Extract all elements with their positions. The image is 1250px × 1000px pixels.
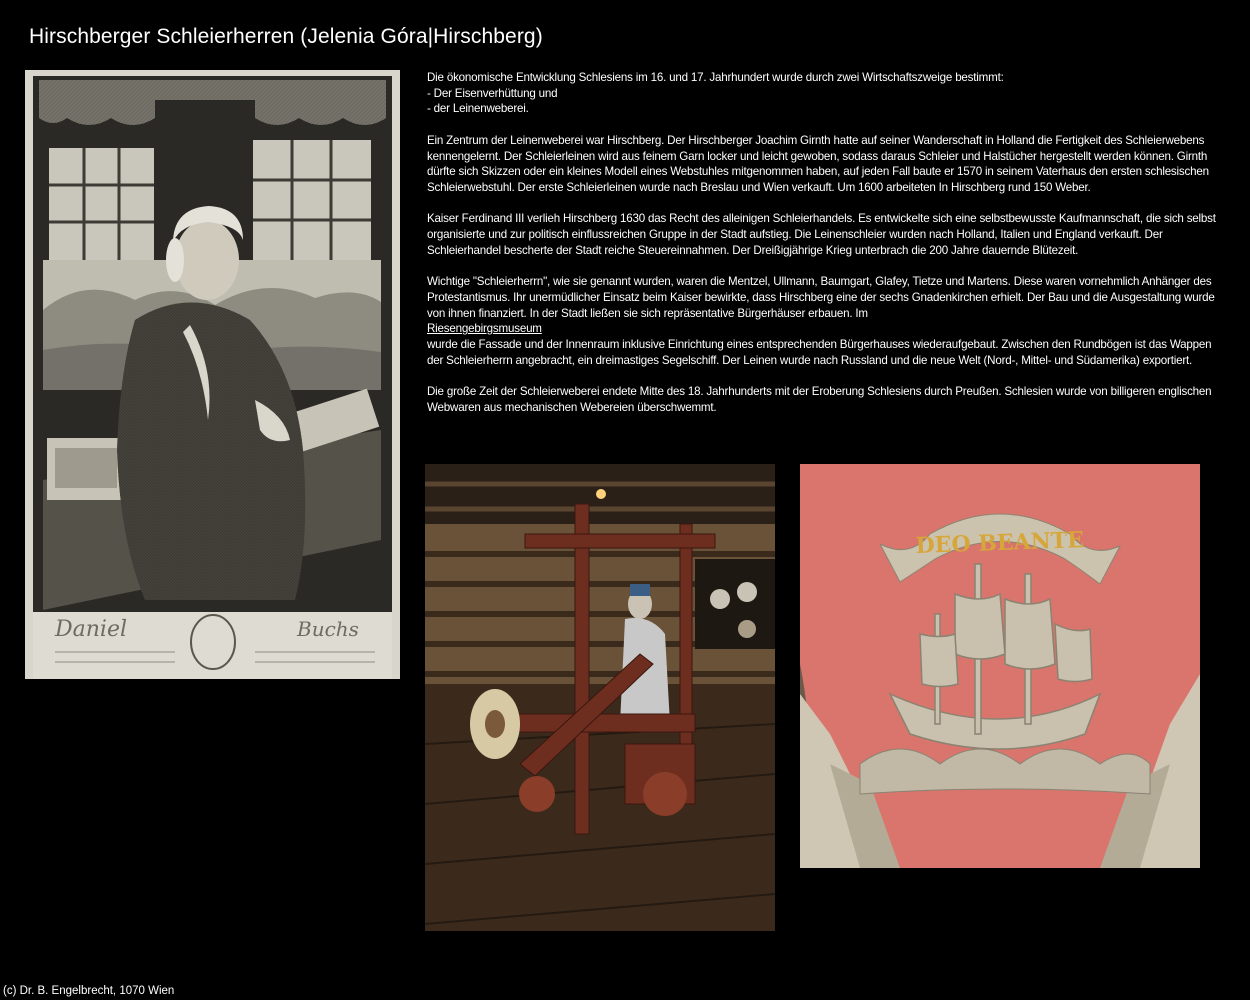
paragraph-decline: Die große Zeit der Schleierweberei endete Mitte des 18. Jahrhunderts mit der Eroberung Schlesiens durch Preußen. Schlesien wurde von billigeren englischen Webwaren aus mechanischen Webereien überschwemmt.	[427, 385, 1212, 414]
paragraph-schleierherrn	[427, 274, 1227, 368]
paragraph-economy	[427, 70, 1227, 117]
copyright-notice: (c) Dr. B. Engelbrecht, 1070 Wien	[3, 985, 175, 997]
riesengebirgsmuseum-link[interactable]: Riesengebirgsmuseum	[427, 322, 542, 336]
loom-photo-image[interactable]	[425, 464, 775, 931]
page-title: Hirschberger Schleierherren (Jelenia Góra|Hirschberg)	[29, 25, 543, 48]
crest-photo-image[interactable]	[800, 464, 1200, 868]
portrait-engraving-image[interactable]	[25, 70, 400, 679]
paragraph-ferdinand: Kaiser Ferdinand III verlieh Hirschberg 1630 das Recht des alleinigen Schleierhandels. Es entwickelte sich eine selbstbewusste Kaufmannschaft, die sich selbst organisierte und zur politisch einflussreichen Gruppe in der Stadt aufstieg. Die Leinenschleier wurden nach Holland, Italien und England verkauft. Der Schleierhandel bescherte der Stadt reiche Steuereinnahmen. Der Dreißigjährige Krieg unterbrach die 200 Jahre dauernde Blütezeit.	[427, 212, 1216, 257]
crest-motto: DEO BEANTE	[915, 527, 1085, 559]
paragraph-schleierherrn-after: wurde die Fassade und der Innenraum inklusive Einrichtung eines entsprechenden Bürgerhauses wiederaufgebaut. Zwischen den Rundbögen ist das Wappen der Schleierherrn angebracht, ein dreimastiges Segelschiff. Der Leinen wurde nach Russland und die neue Welt (Nord-, Mittel- und Südamerika) exportiert.	[427, 337, 1212, 367]
portrait-caption-surname: Buchs	[297, 617, 359, 641]
list-item-iron: - Der Eisenverhüttung und	[427, 86, 558, 100]
article-text	[427, 70, 1227, 431]
paragraph-economy-intro: Die ökonomische Entwicklung Schlesiens im 16. und 17. Jahrhundert wurde durch zwei Wirtschaftszweige bestimmt:	[427, 71, 1004, 84]
paragraph-schleierherrn-before: Wichtige "Schleierherrn", wie sie genannt wurden, waren die Mentzel, Ullmann, Baumgart, Glafey, Tietze und Martens. Diese waren vornehmlich Anhänger des Protestantismus. Ihr unermüdlicher Einsatz beim Kaiser bewirkte, dass Hirschberg eine der sechs Gnadenkirchen erhielt. Der Bau und die Ausgestaltung wurde von ihnen finanziert. In der Stadt ließen sie sich repräsentative Bürgerhäuser erbauen. Im	[427, 275, 1215, 320]
paragraph-girnth: Ein Zentrum der Leinenweberei war Hirschberg. Der Hirschberger Joachim Girnth hatte auf seiner Wanderschaft in Holland die Fertigkeit des Schleierwebens kennengelernt. Der Schleierleinen wird aus feinem Garn locker und leicht gewoben, sodass daraus Schleier und Halstücher hergestellt werden können. Girnth dürfte sich Skizzen oder ein kleines Modell eines Webstuhles mitgenommen haben, auf jeden Fall baute er 1570 in seinem Vaterhaus den ersten schlesischen Schleierwebstuhl. Der erste Schleierleinen wurde nach Breslau und Wien verkauft. Um 1600 arbeiteten In Hirschberg rund 150 Weber.	[427, 133, 1209, 194]
portrait-caption-name: Daniel	[55, 617, 128, 642]
list-item-linen: - der Leinenweberei.	[427, 102, 529, 116]
